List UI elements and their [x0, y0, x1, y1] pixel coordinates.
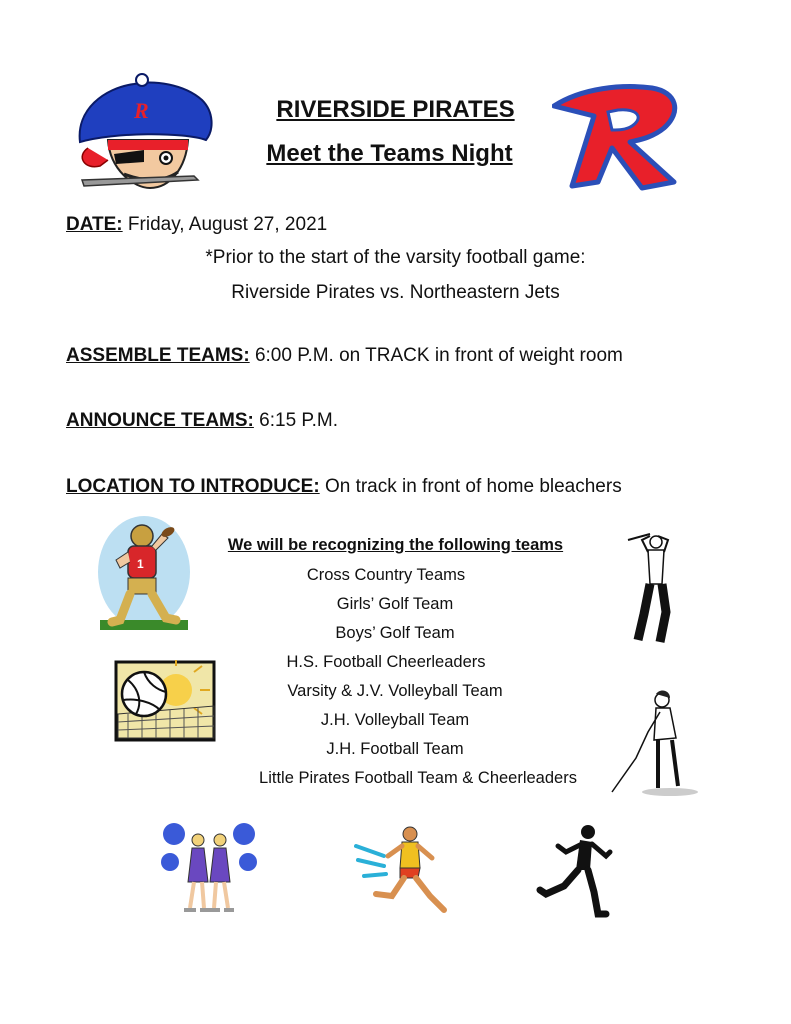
football-player-icon: [96, 516, 192, 632]
team-item: Boys’ Golf Team: [335, 624, 455, 642]
team-item: H.S. Football Cheerleaders: [286, 653, 486, 671]
runner-icon: [354, 824, 456, 916]
team-item: Cross Country Teams: [306, 566, 466, 584]
team-item: Varsity & J.V. Volleyball Team: [287, 682, 503, 700]
location-line: [66, 476, 622, 498]
announce-value: 6:15 P.M.: [253, 410, 339, 431]
runner-silhouette-icon: [536, 822, 616, 918]
team-item: Little Pirates Football Team & Cheerleaders: [259, 769, 577, 787]
svg-text:1: 1: [137, 557, 144, 571]
announce-line: [66, 410, 338, 432]
r-logo-icon: [552, 82, 702, 194]
assemble-line: [66, 345, 623, 367]
team-item: J.H. Football Team: [326, 740, 464, 758]
r-logo-letter: R: [692, 190, 693, 191]
cheerleaders-icon: [160, 822, 258, 916]
page-title: RIVERSIDE PIRATES: [276, 96, 515, 123]
date-value: Friday, August 27, 2021: [122, 214, 328, 235]
golfer-male-icon: [622, 530, 678, 646]
location-label: LOCATION TO INTRODUCE:: [66, 476, 320, 497]
teams-heading: We will be recognizing the following teams: [227, 536, 564, 554]
assemble-value: 6:00 P.M. on TRACK in front of weight room: [249, 345, 623, 366]
team-item: Girls’ Golf Team: [336, 595, 454, 613]
date-label: DATE:: [66, 214, 123, 235]
team-item: J.H. Volleyball Team: [320, 711, 470, 729]
assemble-label: ASSEMBLE TEAMS:: [66, 345, 250, 366]
location-value: On track in front of home bleachers: [319, 476, 622, 497]
date-line: [66, 214, 327, 236]
announce-label: ANNOUNCE TEAMS:: [66, 410, 254, 431]
mascot-letter: R: [134, 98, 149, 123]
pirate-mascot-icon: [74, 70, 218, 192]
game-note-line1: *Prior to the start of the varsity football game:: [205, 247, 586, 268]
golfer-female-icon: [606, 688, 702, 800]
game-note-line2: Riverside Pirates vs. Northeastern Jets: [231, 282, 560, 303]
volleyball-icon: [114, 660, 216, 742]
page-subtitle: Meet the Teams Night: [266, 140, 513, 167]
